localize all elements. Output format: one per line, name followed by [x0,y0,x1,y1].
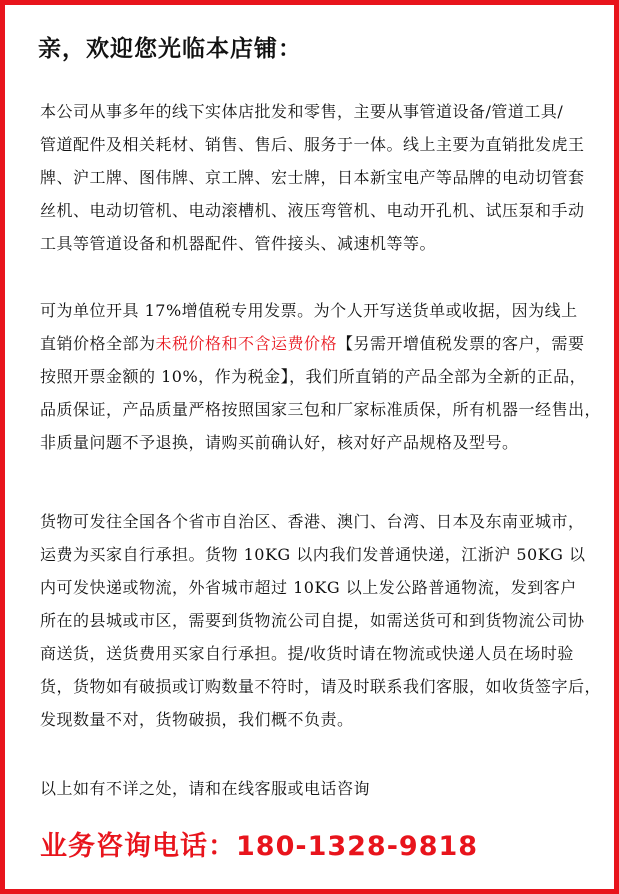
contact-note [40,772,600,805]
company-intro-paragraph [40,95,600,260]
price-highlight: 未税价格和不含运费价格 [155,334,338,353]
text-line: 按照开票金额的 10%，作为税金】，我们所直销的产品全部为全新的正品， [40,367,587,386]
invoice-policy-paragraph [40,294,600,459]
text-line: 丝机、电动切管机、电动滚槽机、液压弯管机、电动开孔机、试压泵和手动 [40,201,585,220]
text-line: 运费为买家自行承担。货物 10KG 以内我们发普通快递，江浙沪 50KG 以 [40,545,586,564]
greeting-title: 亲，欢迎您光临本店铺： [38,35,302,62]
text-line: 货物可发往全国各个省市自治区、香港、澳门、台湾、日本及东南亚城市， [40,512,585,531]
text-line: 商送货，送货费用买家自行承担。提/收货时请在物流或快递人员在场时验 [40,644,574,663]
text-line: 可为单位开具 17%增值税专用发票。为个人开写送货单或收据，因为线上 [40,301,578,320]
text-line: 发现数量不对，货物破损，我们概不负责。 [40,710,354,729]
text-line: 以上如有不详之处，请和在线客服或电话咨询 [40,779,371,798]
text-fragment: 直销价格全部为 [40,334,156,353]
text-line: 非质量问题不予退换，请购买前确认好，核对好产品规格及型号。 [40,433,519,452]
text-line: 管道配件及相关耗材、销售、售后、服务于一体。线上主要为直销批发虎王 [40,135,585,154]
text-line: 牌、沪工牌、图伟牌、京工牌、宏士牌，日本新宝电产等品牌的电动切管套 [40,168,585,187]
text-line: 所在的县城或市区，需要到货物流公司自提，如需送货可和到货物流公司协 [40,611,585,630]
text-line: 内可发快递或物流，外省城市超过 10KG 以上发公路普通物流，发到客户 [40,578,577,597]
text-line: 本公司从事多年的线下实体店批发和零售，主要从事管道设备/管道工具/ [40,102,564,121]
text-line: 货，货物如有破损或订购数量不符时，请及时联系我们客服，如收货签字后， [40,677,602,696]
business-hotline: 业务咨询电话：180-1328-9818 [40,831,479,862]
text-line [40,327,600,360]
text-fragment: 【另需开增值税发票的客户，需要 [337,334,585,353]
text-line: 品质保证，产品质量严格按照国家三包和厂家标准质保，所有机器一经售出， [40,400,602,419]
text-line: 工具等管道设备和机器配件、管件接头、减速机等等。 [40,234,437,253]
shipping-policy-paragraph [40,505,600,736]
